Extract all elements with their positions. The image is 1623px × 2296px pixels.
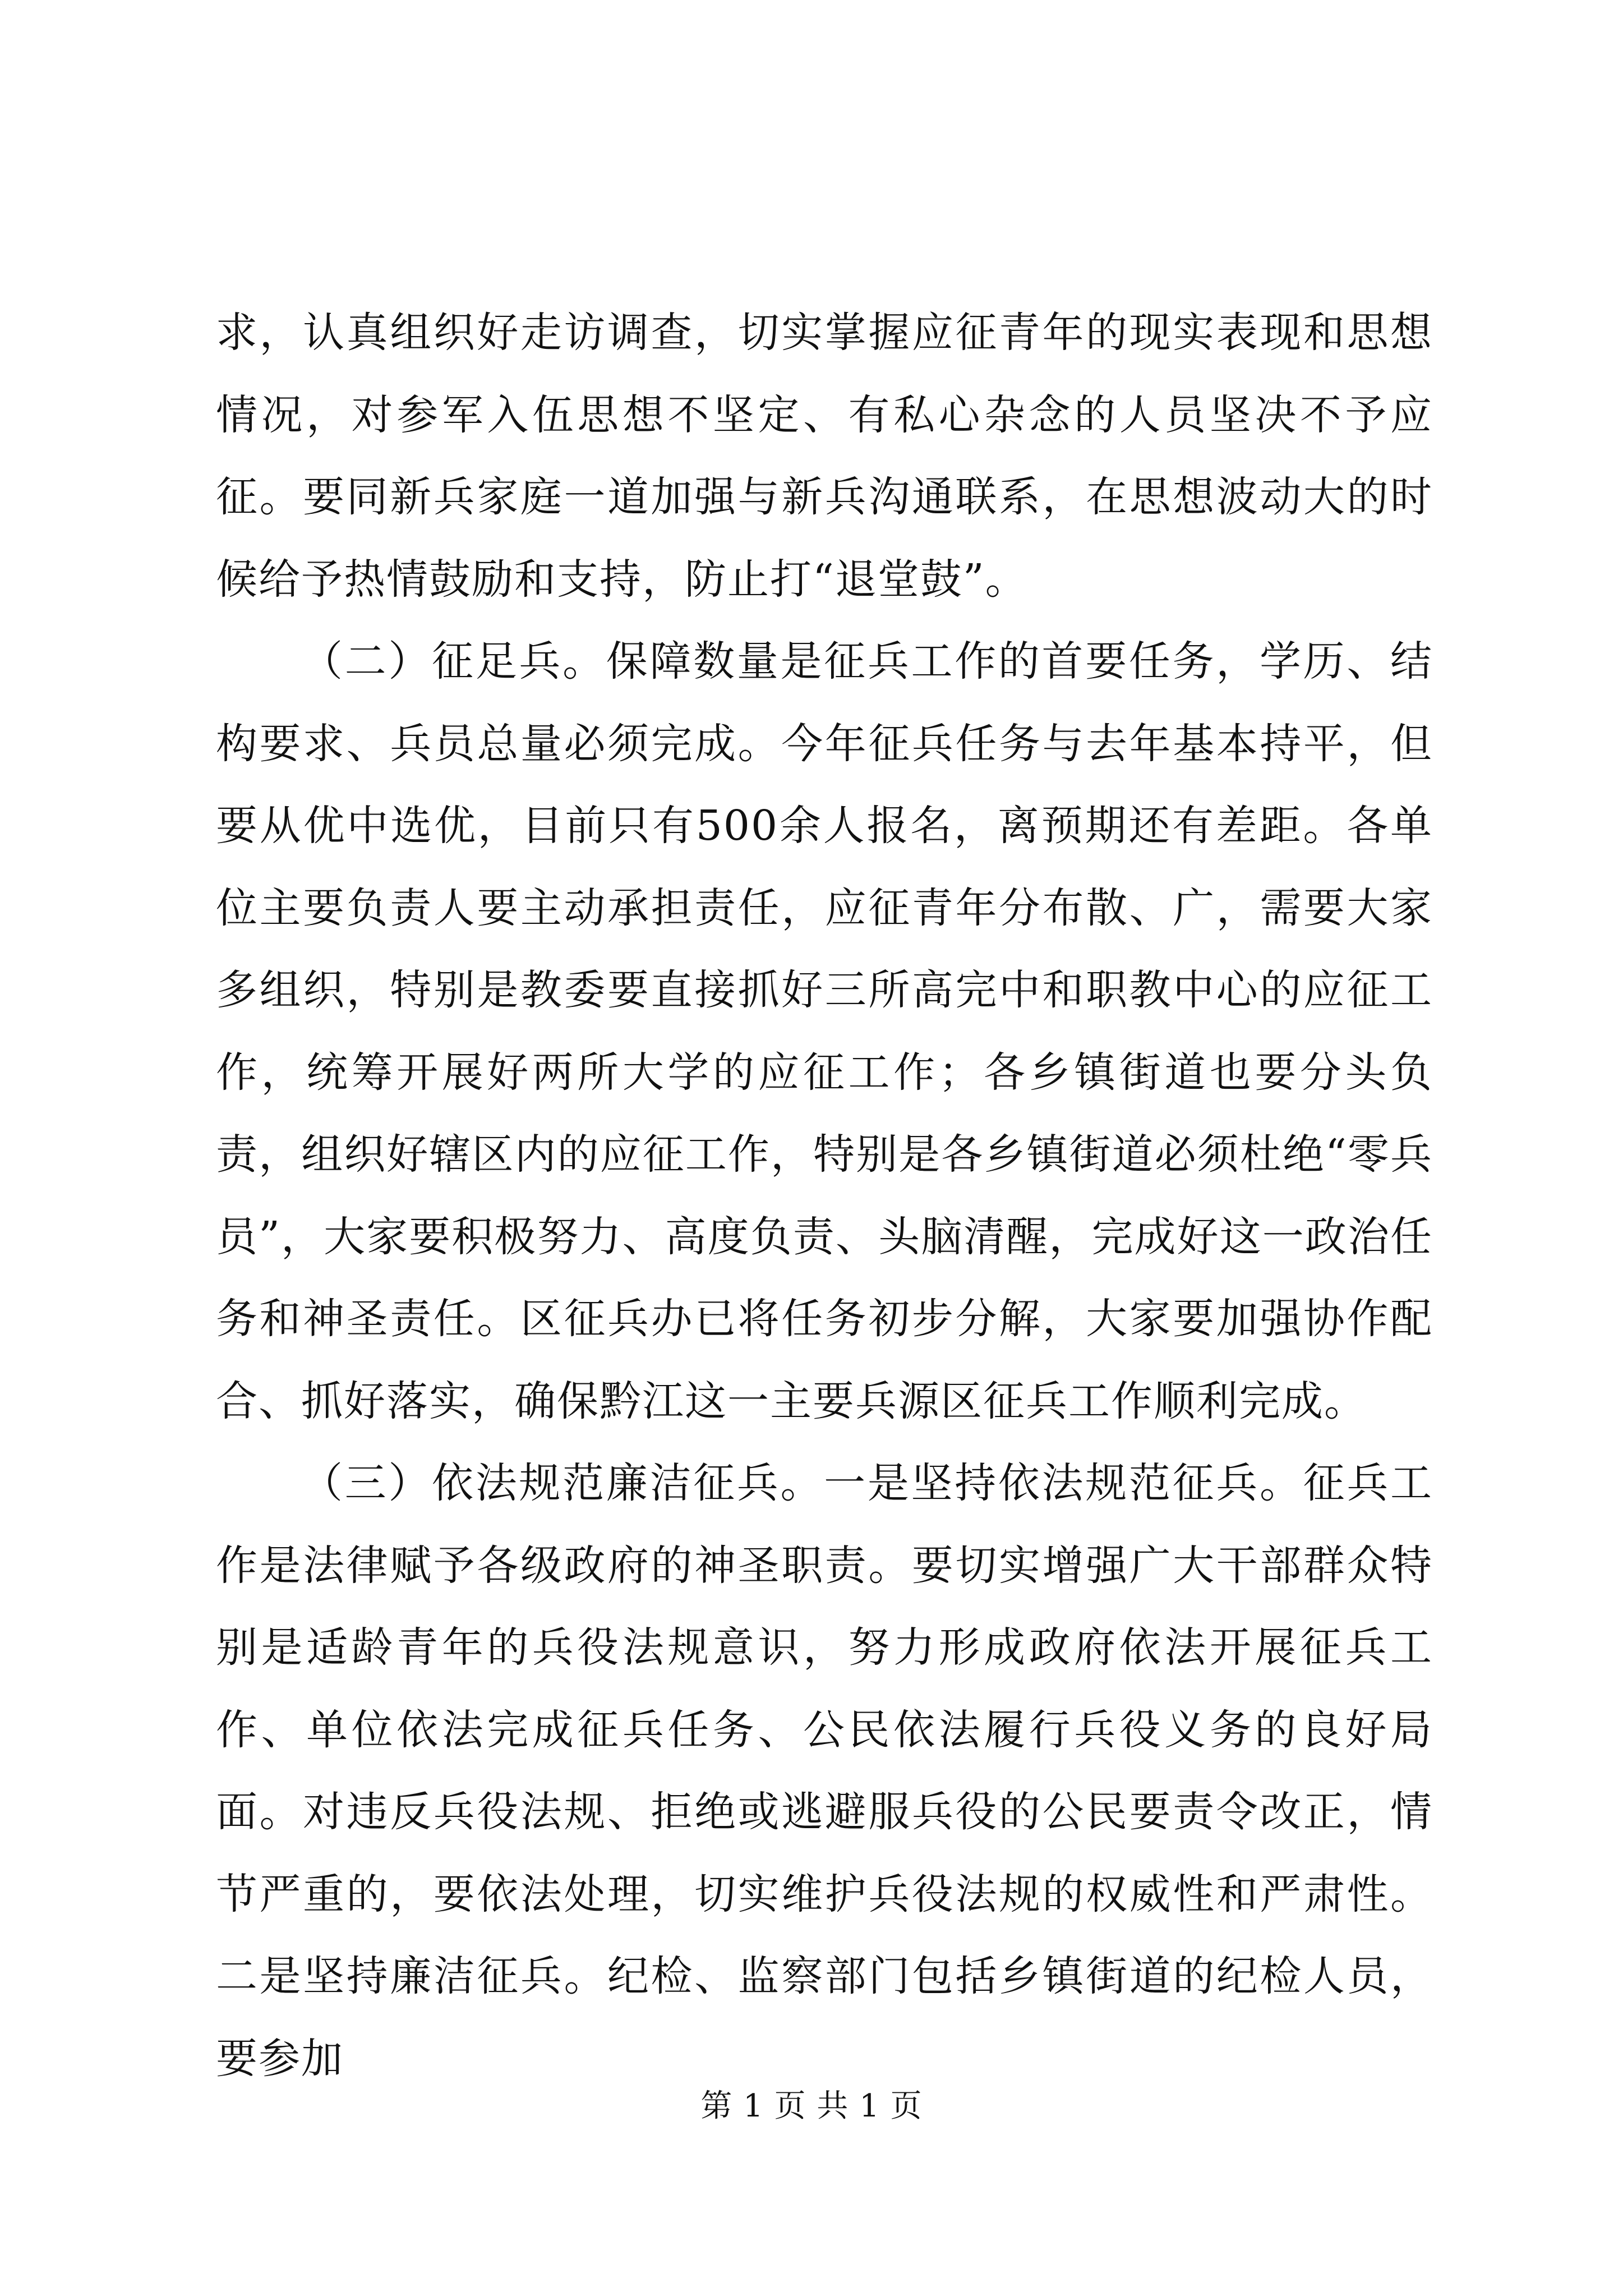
page-footer <box>0 2087 1623 2126</box>
page-number-label: 第 1 页 共 1 页 <box>700 2088 923 2124</box>
document-body <box>216 292 1433 2100</box>
paragraph-1: 求，认真组织好走访调查，切实掌握应征青年的现实表现和思想情况，对参军入伍思想不坚定、有私心杂念的人员坚决不予应征。要同新兵家庭一道加强与新兵沟通联系，在思想波动大的时候给予热情鼓励和支持，防止打“退堂鼓”。 <box>216 309 1433 604</box>
paragraph-3: （三）依法规范廉洁征兵。一是坚持依法规范征兵。征兵工作是法律赋予各级政府的神圣职责。要切实增强广大干部群众特别是适龄青年的兵役法规意识，努力形成政府依法开展征兵工作、单位依法完成征兵任务、公民依法履行兵役义务的良好局面。对违反兵役法规、拒绝或逃避服兵役的公民要责令改正，情节严重的，要依法处理，切实维护兵役法规的权威性和严肃性。二是坚持廉洁征兵。纪检、监察部门包括乡镇街道的纪检人员，要参加 <box>216 1459 1433 2083</box>
paragraph-2: （二）征足兵。保障数量是征兵工作的首要任务，学历、结构要求、兵员总量必须完成。今年征兵任务与去年基本持平，但要从优中选优，目前只有500余人报名，离预期还有差距。各单位主要负责人要主动承担责任，应征青年分布散、广，需要大家多组织，特别是教委要直接抓好三所高完中和职教中心的应征工作，统筹开展好两所大学的应征工作；各乡镇街道也要分头负责，组织好辖区内的应征工作，特别是各乡镇街道必须杜绝“零兵员”，大家要积极努力、高度负责、头脑清醒，完成好这一政治任务和神圣责任。区征兵办已将任务初步分解，大家要加强协作配合、抓好落实，确保黔江这一主要兵源区征兵工作顺利完成。 <box>216 637 1433 1425</box>
